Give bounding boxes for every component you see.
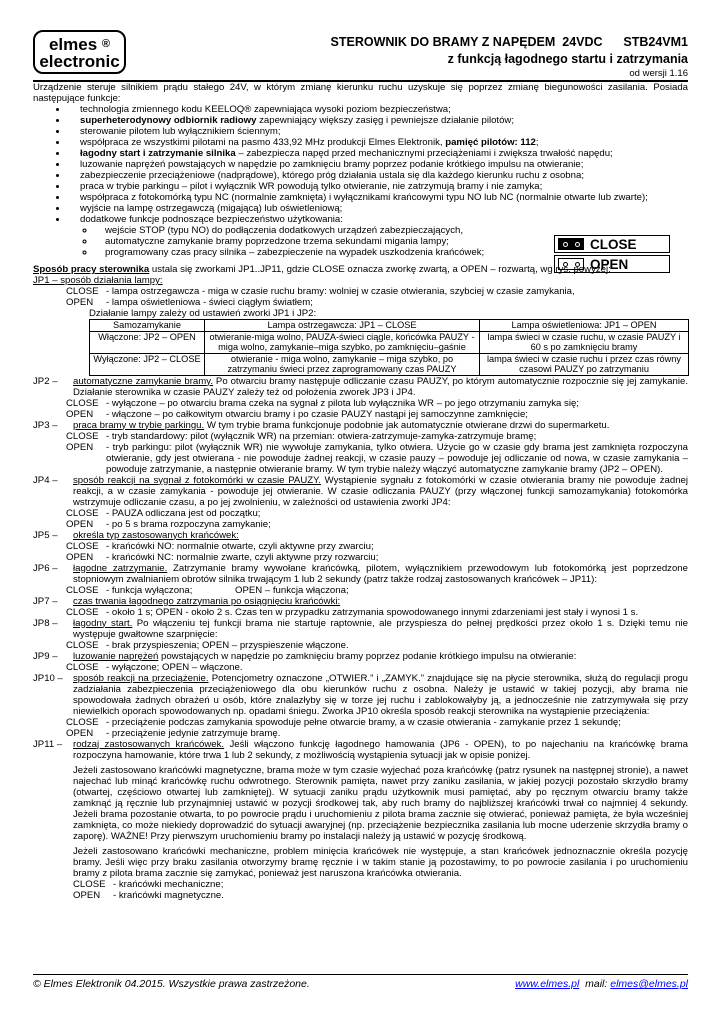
option-key: OPEN xyxy=(66,518,94,530)
jp-title: sposób reakcji na sygnał z fotokomórki w czasie PAUZY. xyxy=(73,474,321,486)
option-text: - wyłączone – po otwarciu brama czeka na sygnał z pilota lub wyłącznika WR – po jego otrzymaniu zamyka się; xyxy=(106,397,579,409)
subfeature-item: ◦ automatyczne zamykanie bramy poprzedzone trzema sekundami migania lampy; xyxy=(95,236,688,247)
jp2-close xyxy=(33,398,688,409)
jp-label: JP3 – xyxy=(33,419,58,431)
jp6-section xyxy=(33,563,688,585)
jp10-open xyxy=(33,728,688,739)
option-text: - krańcówki magnetyczne. xyxy=(113,889,224,901)
jp1-heading: JP1 – sposób działania lampy: xyxy=(33,275,163,286)
table-header: Lampa ostrzegawcza: JP1 – CLOSE xyxy=(205,320,480,332)
jp10-close xyxy=(33,717,688,728)
jp10-section xyxy=(33,673,688,717)
jp-title: automatyczne zamykanie bramy. xyxy=(73,375,214,387)
email-link[interactable]: elmes@elmes.pl xyxy=(610,978,688,990)
feature-item: • wyjście na lampę ostrzegawczą (migającą) lub oświetleniową; xyxy=(68,203,688,214)
option-text: - krańcówki NO: normalnie otwarte, czyli aktywne przy zwarciu; xyxy=(106,540,374,552)
option-text: - po 5 s brama rozpoczyna zamykanie; xyxy=(106,518,271,530)
feature-item: • praca w trybie parkingu – pilot i wyłącznik WR powodują tylko otwieranie, nie zatrzymują bramy i nie zamyka; xyxy=(68,181,688,192)
option-text: - krańcówki NC: normalnie zwarte, czyli aktywne przy rozwarciu; xyxy=(106,551,379,563)
jp-title: określa typ zastosowanych krańcówek: xyxy=(73,529,239,541)
table-cell: lampa świeci w czasie ruchu, w czasie PAUZY i 60 s po zamknięciu bramy xyxy=(480,331,689,353)
jp-text: Wystąpienie sygnału z fotokomórki w czasie otwierania bramy nie powoduje żadnej reakcji, a w czasie zamykania - powoduje jej otwieranie. W czasie odliczania PAUZY (przy włączonej funkcji samozamykania) fotokomórka wstrzymuje odliczanie czasu, a po jej zwolnieniu, w zależności od ustawienia zworki JP4: xyxy=(73,474,688,508)
table-row xyxy=(90,331,689,353)
jp2-section xyxy=(33,376,688,398)
footer xyxy=(33,974,688,990)
jp5-close xyxy=(33,541,688,552)
option-text: - brak przyspieszenia; OPEN – przyspieszenie włączone. xyxy=(106,639,349,651)
lamp-table xyxy=(89,319,689,376)
table-cell: lampa świeci w czasie ruchu i przez czas równy czasowi PAUZY po zatrzymaniu xyxy=(480,353,689,375)
jp9-close xyxy=(33,662,688,673)
version-note: od wersji 1.16 xyxy=(629,68,688,79)
jp-label: JP2 – xyxy=(33,375,58,387)
jp1-close xyxy=(33,286,688,297)
jp11-close xyxy=(33,879,688,890)
option-key: CLOSE xyxy=(66,430,99,442)
jp-text: Po włączeniu tej funkcji brama nie startuje raptownie, ale przyspiesza do pełnej prędkości przez około 1 s. Dzięki temu nie występuje gwałtowne szarpnięcie: xyxy=(73,617,688,640)
option-text: - lampa oświetleniowa - świeci ciągłym światłem; xyxy=(106,297,313,308)
option-key: CLOSE xyxy=(66,606,99,618)
jp4-open xyxy=(33,519,688,530)
option-key: CLOSE xyxy=(66,397,99,409)
option-text: - przeciążenie jedynie zatrzymuje bramę. xyxy=(106,727,281,739)
jp-label: JP11 – xyxy=(33,738,63,750)
option-text: - funkcja wyłączona; OPEN – funkcja włączona; xyxy=(106,584,349,596)
jp-text: Jeśli włączono funkcję łagodnego hamowania (JP6 - OPEN), to po najechaniu na krańcówkę brama rozpoczyna hamowanie, które trwa 1 lub 2 sekundy, z możliwością wystąpienia sytuacji jak w opisie poniżej. xyxy=(73,738,688,761)
option-key: OPEN xyxy=(66,408,94,420)
table-cell: Wyłączone: JP2 – CLOSE xyxy=(90,353,205,375)
jp1-open xyxy=(33,297,688,308)
option-key: CLOSE xyxy=(66,661,99,673)
option-text: - włączone – po całkowitym otwarciu bramy i po czasie PAUZY nastąpi jej samoczynne zamknięcie; xyxy=(106,408,528,420)
website-link[interactable]: www.elmes.pl xyxy=(515,978,580,990)
jp11-section xyxy=(33,739,688,761)
jp3-open xyxy=(33,442,688,475)
jp5-open xyxy=(33,552,688,563)
method-line xyxy=(33,264,688,275)
jp-label: JP9 – xyxy=(33,650,58,662)
feature-item: • technologia zmiennego kodu KEELOQ® zapewniająca wysoki poziom bezpieczeństwa; xyxy=(68,104,688,115)
feature-list xyxy=(33,104,688,225)
feature-item: • superheterodynowy odbiornik radiowy zapewniający większy zasięg i pewniejsze działanie pilotów; xyxy=(68,115,688,126)
option-key: CLOSE xyxy=(66,540,99,552)
table-header: Lampa oświetleniowa: JP1 – OPEN xyxy=(480,320,689,332)
document-subtitle: z funkcją łagodnego startu i zatrzymania xyxy=(447,52,688,66)
jp-title: praca bramy w trybie parkingu. xyxy=(73,419,205,431)
feature-item: • luzowanie naprężeń powstających w napędzie po zamknięciu bramy poprzez podanie krótkiego impulsu na otwieranie; xyxy=(68,159,688,170)
feature-item: • zabezpieczenie przeciążeniowe (nadprądowe), którego próg działania ustala się dla każdego kierunku ruchu z osobna; xyxy=(68,170,688,181)
logo-line1: elmes xyxy=(48,35,98,54)
option-text: - przeciążenie podczas zamykania spowoduje pełne otwarcie bramy, a w czasie otwierania - zamykanie przez 1 sekundę; xyxy=(106,716,621,728)
close-label: CLOSE xyxy=(590,236,637,252)
logo-registered-mark: ® xyxy=(101,38,111,50)
subfeature-item: ◦ programowany czas pracy silnika – zabezpieczenie na wypadek uszkodzenia krańcówek; xyxy=(95,247,688,258)
option-text: - lampa ostrzegawcza - miga w czasie ruchu bramy: wolniej w czasie otwierania, szybciej w czasie zamykania, xyxy=(106,286,575,297)
mail-label: mail: xyxy=(585,978,611,990)
feature-item: • dodatkowe funkcje podnoszące bezpieczeństwo użytkowania: xyxy=(68,214,688,225)
feature-item: • współpraca z fotokomórką typu NC (normalnie zamknięta) i wyłącznikami krańcowymi typu NO lub NC (normalnie otwarte lub zwarte); xyxy=(68,192,688,203)
jp5-section xyxy=(33,530,688,541)
feature-item: • współpraca ze wszystkimi pilotami na pasmo 433,92 MHz produkcji Elmes Elektronik, pamięć pilotów: 112; xyxy=(68,137,688,148)
logo-line2: electronic xyxy=(39,52,120,71)
option-text: - tryb parkingu: pilot (wyłącznik WR) nie wywołuje zamykania, tylko otwiera. Użycie go w czasie gdy brama jest zamknięta rozpoczyna otwieranie, gdy jest otwierana - nie powoduje żadnej reakcji, w czasie pauzy – powoduje jej odliczanie od nowa, w czasie zamykania – powoduje zatrzymanie, a następnie otwieranie bramy. W tym trybie należy włączyć automatyczne zamykanie bramy (JP2 – OPEN). xyxy=(106,441,688,475)
jp9-section xyxy=(33,651,688,662)
jp-text: Zatrzymanie bramy wywołane krańcówką, pilotem, wyłącznikiem przewodowym lub fotokomórką jest poprzedzone stopniowym zwalnianiem obrotów silnika trwającym 1 lub 2 sekundy (patrz także rodzaj zastosowanych krańcówek – JP11): xyxy=(73,562,688,585)
jp-text: Potencjometry oznaczone „OTWIER.” i „ZAMYK.” znajdujące się na płycie sterownika, służą do regulacji progu zadziałania zabezpieczenia przeciążeniowego dla obu kierunków ruchu z osobna. Należy je ustawić w takiej pozycji, aby brama nie spowodowała żadnych obrażeń u osób, które znalazłyby się w torze jej ruchu i zablokowałyby ją, a jednocześnie nie zatrzymywała się przy niewielkich oporach spowodowanych np. opadami śniegu. Zworka JP10 określa sposób reakcji sterownika na wystąpienie przeciążenia: xyxy=(73,672,689,717)
open-label: OPEN xyxy=(590,256,629,272)
jp-label: JP5 – xyxy=(33,529,58,541)
table-header: Samozamykanie xyxy=(90,320,205,332)
jp-title: łagodne zatrzymanie. xyxy=(73,562,168,574)
table-cell: Włączone: JP2 – OPEN xyxy=(90,331,205,353)
copyright-text: © Elmes Elektronik 04.2015. Wszystkie prawa zastrzeżone. xyxy=(33,978,310,990)
option-key: OPEN xyxy=(66,297,94,308)
table-cell: otwieranie-miga wolno, PAUZA-świeci ciągle, końcówka PAUZY - miga wolno, zamykanie–miga szybko, po zamknięciu–gaśnie xyxy=(205,331,480,353)
jp8-section xyxy=(33,618,688,640)
jp-title: łagodny start. xyxy=(73,617,133,629)
option-key: OPEN xyxy=(73,889,101,901)
jp-label: JP4 – xyxy=(33,474,58,486)
jp2-open xyxy=(33,409,688,420)
subfeature-item: ◦ wejście STOP (typu NO) do podłączenia dodatkowych urządzeń zabezpieczających, xyxy=(95,225,688,236)
method-text: ustala się zworkami JP1..JP11, gdzie CLOSE oznacza zworkę zwartą, a OPEN – rozwartą, wg rys. powyżej: xyxy=(149,264,611,275)
option-text: - około 1 s; OPEN - około 2 s. Czas ten w przypadku zatrzymania spowodowanego innymi zdarzeniami jest stały i wynosi 1 s. xyxy=(106,606,639,618)
document-title: STEROWNIK DO BRAMY Z NAPĘDEM 24VDC STB24VM1 xyxy=(330,35,688,49)
option-key: CLOSE xyxy=(66,584,99,596)
jp1-note: Działanie lampy zależy od ustawień zworki JP1 i JP2: xyxy=(89,308,317,319)
option-key: CLOSE xyxy=(66,716,99,728)
jp4-close xyxy=(33,508,688,519)
jp-title: rodzaj zastosowanych krańcówek. xyxy=(73,738,225,750)
table-row xyxy=(90,353,689,375)
jp4-section xyxy=(33,475,688,508)
jp-text: powstających w napędzie po zamknięciu bramy poprzez podanie krótkiego impulsu na otwieranie: xyxy=(158,650,577,662)
option-key: CLOSE xyxy=(73,878,106,890)
jp-title: luzowanie naprężeń xyxy=(73,650,159,662)
jp-label: JP10 – xyxy=(33,672,63,684)
footer-contacts xyxy=(515,978,688,990)
jp8-close xyxy=(33,640,688,651)
option-key: CLOSE xyxy=(66,286,99,297)
table-cell: otwieranie - miga wolno, zamykanie – miga szybko, po zatrzymaniu świeci przez zaprogramowany czas PAUZY xyxy=(205,353,480,375)
jp3-close xyxy=(33,431,688,442)
jp-text: Po otwarciu bramy następuje odliczanie czasu PAUZY, po którym automatycznie rozpocznie się jej zamykanie. Działanie sterownika w czasie PAUZY zależy też od położenia zworek JP3 i JP4. xyxy=(73,375,688,398)
feature-item: • sterowanie pilotem lub wyłącznikiem ściennym; xyxy=(68,126,688,137)
option-text: - PAUZA odliczana jest od początku; xyxy=(106,507,261,519)
option-key: OPEN xyxy=(66,551,94,563)
jp6-close xyxy=(33,585,688,596)
option-key: OPEN xyxy=(66,727,94,739)
subfeature-list xyxy=(33,225,688,258)
feature-item: • łagodny start i zatrzymanie silnika – zabezpiecza napęd przed mechanicznymi przeciążeniami i zwiększa trwałość napędu; xyxy=(68,148,688,159)
document-body xyxy=(33,82,688,901)
option-key: OPEN xyxy=(66,441,94,453)
jp3-section xyxy=(33,420,688,431)
jp-label: JP7 – xyxy=(33,595,58,607)
jp11-mechanical-note: Jeżeli zastosowano krańcówki mechaniczne, problem minięcia krańcówek nie występuje, a stan krańcówek jednoznacznie określa pozycję bramy. Jeśli więc przy braku zasilania otworzymy bramę ręcznie i w takim stanie ją pozostawimy, to po powrocie zasilania i po uruchomieniu bramy z pilota brama zacznie się zamykać, ponieważ jest naruszona krańcówka otwierania. xyxy=(73,845,688,879)
jp11-magnetic-note: Jeżeli zastosowano krańcówki magnetyczne, brama może w tym czasie wyjechać poza krańcówkę (patrz rysunek na następnej stronie), a nawet najechać lub minąć krańcówkę ruchu odwrotnego. Sterownik pamięta, nawet przy zaniku zasilania, w jakiej pozycji pozostało skrzydło bramy (otwartej, częściowo otwartej lub zamkniętej). W sytuacji zaniku prądu użytkownik musi pamiętać, aby po ręcznym otwarciu bramy także zamknąć ją ręcznie lub przynajmniej ustawić w pozycji środkowej tak, aby ruch bramy do najbliższej krańcówki trwał co najmniej 4 sekundy. Jeżeli brama pozostanie otwarta, to po powrocie prądu i uruchomieniu z pilota brama zacznie się otwierać, ponieważ pamięta, że była wcześniej zamknięta, co może niekiedy doprowadzić do sytuacji awaryjnej (np. przeciążenie bezpiecznika zasilania lub mocne uderzenie skrzydła bramy o zaporę). WAŻNE! Przy pierwszym uruchomieniu bramy po instalacji należy ją ustawić w pozycję środkową. xyxy=(73,764,688,842)
jp-text: W tym trybie brama funkcjonuje podobnie jak automatycznie otwierane drzwi do supermarketu. xyxy=(204,419,610,431)
jp-label: JP6 – xyxy=(33,562,58,574)
jp-title: czas trwania łagodnego zatrzymania po osiągnięciu krańcówki: xyxy=(73,595,341,607)
option-text: - tryb standardowy: pilot (wyłącznik WR) na przemian: otwiera-zatrzymuje-zamyka-zatrzymuje bramę; xyxy=(106,430,537,442)
jp7-section xyxy=(33,596,688,607)
jp7-close xyxy=(33,607,688,618)
jp-label: JP8 – xyxy=(33,617,58,629)
jp-title: sposób reakcji na przeciążenie. xyxy=(73,672,209,684)
elmes-logo xyxy=(33,30,126,74)
option-text: - krańcówki mechaniczne; xyxy=(113,878,224,890)
option-key: CLOSE xyxy=(66,639,99,651)
option-text: - wyłączone; OPEN – włączone. xyxy=(106,661,243,673)
intro-text: Urządzenie steruje silnikiem prądu stałego 24V, w którym zmianę kierunku ruchu uzyskuje się poprzez zmianę biegunowości zasilania. Posiada następujące funkcje: xyxy=(33,82,688,104)
jp11-open xyxy=(33,890,688,901)
method-label: Sposób pracy sterownika xyxy=(33,264,150,275)
option-key: CLOSE xyxy=(66,507,99,519)
table-header-row xyxy=(90,320,689,332)
